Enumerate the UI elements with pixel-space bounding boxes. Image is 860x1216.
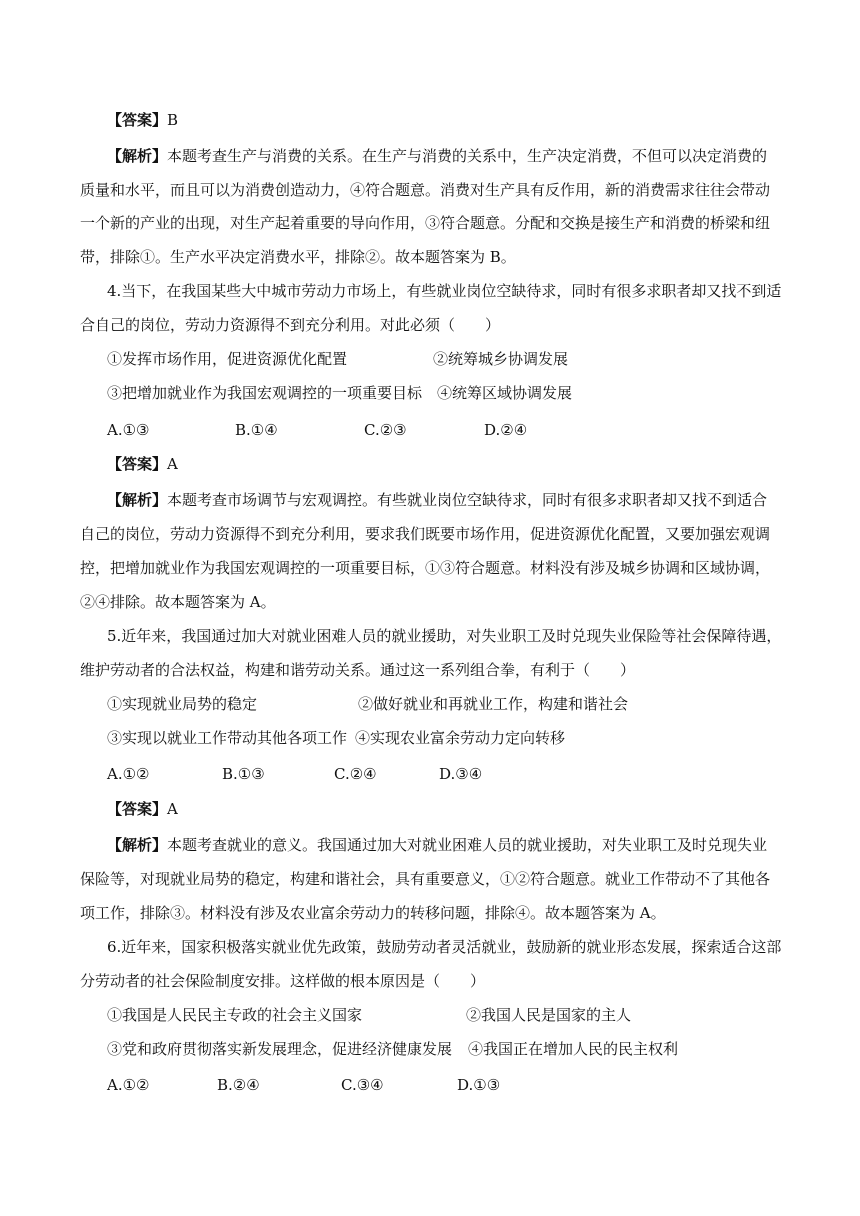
q4-stem-line-2 <box>0 308 860 342</box>
option-2: ②统筹城乡协调发展 <box>433 350 569 368</box>
analysis-tag: 【解析】 <box>107 491 168 509</box>
choice-a: A.①② <box>107 765 150 783</box>
option-4: ④实现农业富余劳动力定向转移 <box>355 729 566 747</box>
analysis-text: 本题考查生产与消费的关系。在生产与消费的关系中，生产决定消费，不但可以决定消费的 <box>167 147 768 165</box>
question-stem: 4.当下，在我国某些大中城市劳动力市场上，有些就业岗位空缺待求，同时有很多求职者却又找不到适 <box>107 282 782 300</box>
analysis-tag: 【解析】 <box>107 147 168 165</box>
analysis-text: 项工作，排除③。材料没有涉及农业富余劳动力的转移问题，排除④。故本题答案为 A。 <box>80 904 666 922</box>
answer-tag: 【答案】 <box>107 111 168 129</box>
analysis-text: ②④排除。故本题答案为 A。 <box>80 593 276 611</box>
q5-analysis-line-1 <box>0 828 860 862</box>
choice-d: D.②④ <box>484 421 528 439</box>
q4-options-row-2 <box>0 376 860 410</box>
q3-analysis-line-3 <box>0 206 860 240</box>
option-2: ②我国人民是国家的主人 <box>466 1006 632 1024</box>
q5-stem-line-1 <box>0 619 860 653</box>
analysis-text: 保险等，对现就业局势的稳定，构建和谐社会，具有重要意义，①②符合题意。就业工作带动不了其他各 <box>80 870 771 888</box>
q6-options-row-2 <box>0 1032 860 1066</box>
q6-options-row-1 <box>0 998 860 1032</box>
q4-answer-line <box>0 447 860 481</box>
answer-value: B <box>167 111 179 129</box>
analysis-text: 自己的岗位，劳动力资源得不到充分利用，要求我们既要市场作用，促进资源优化配置，又要加强宏观调 <box>80 525 771 543</box>
option-3: ③党和政府贯彻落实新发展理念，促进经济健康发展 <box>107 1040 453 1058</box>
option-1: ①我国是人民民主专政的社会主义国家 <box>107 1006 363 1024</box>
choice-a: A.①② <box>107 1076 150 1094</box>
question-stem: 6.近年来，国家积极落实就业优先政策，鼓励劳动者灵活就业，鼓励新的就业形态发展，探索适合这部 <box>107 938 782 956</box>
q5-analysis-line-2 <box>0 862 860 896</box>
option-4: ④我国正在增加人民的民主权利 <box>468 1040 679 1058</box>
q3-answer-line <box>0 103 860 137</box>
analysis-text: 本题考查市场调节与宏观调控。有些就业岗位空缺待求，同时有很多求职者却又找不到适合 <box>167 491 768 509</box>
choice-d: D.①③ <box>457 1076 501 1094</box>
option-1: ①实现就业局势的稳定 <box>107 695 258 713</box>
choice-b: B.①③ <box>222 765 265 783</box>
q5-choices <box>0 757 860 791</box>
q4-analysis-line-1 <box>0 483 860 517</box>
q3-analysis-line-2 <box>0 173 860 207</box>
option-3: ③实现以就业工作带动其他各项工作 <box>107 729 348 747</box>
option-4: ④统筹区域协调发展 <box>437 384 573 402</box>
q4-choices <box>0 413 860 447</box>
q5-options-row-2 <box>0 721 860 755</box>
analysis-text: 控，把增加就业作为我国宏观调控的一项重要目标，①③符合题意。材料没有涉及城乡协调和区域协调， <box>80 559 771 577</box>
q5-analysis-line-3 <box>0 896 860 930</box>
q3-analysis-line-4 <box>0 240 860 274</box>
q5-answer-line <box>0 792 860 826</box>
q6-stem-line-2 <box>0 964 860 998</box>
option-1: ①发挥市场作用，促进资源优化配置 <box>107 350 348 368</box>
option-2: ②做好就业和再就业工作，构建和谐社会 <box>358 695 629 713</box>
q6-stem-line-1 <box>0 930 860 964</box>
question-stem: 维护劳动者的合法权益，构建和谐劳动关系。通过这一系列组合拳，有利于（ ） <box>80 661 636 679</box>
q4-analysis-line-3 <box>0 551 860 585</box>
answer-tag: 【答案】 <box>107 455 168 473</box>
question-stem: 合自己的岗位，劳动力资源得不到充分利用。对此必须（ ） <box>80 316 501 334</box>
question-stem: 5.近年来，我国通过加大对就业困难人员的就业援助，对失业职工及时兑现失业保险等社会保障待遇， <box>107 627 782 645</box>
q3-analysis-line-1 <box>0 139 860 173</box>
q6-choices <box>0 1068 860 1102</box>
answer-value: A <box>167 800 178 818</box>
choice-b: B.②④ <box>217 1076 260 1094</box>
q4-options-row-1 <box>0 342 860 376</box>
analysis-text: 一个新的产业的出现，对生产起着重要的导向作用，③符合题意。分配和交换是接生产和消费的桥梁和纽 <box>80 214 771 232</box>
q5-options-row-1 <box>0 687 860 721</box>
analysis-text: 本题考查就业的意义。我国通过加大对就业困难人员的就业援助，对失业职工及时兑现失业 <box>167 836 768 854</box>
choice-c: C.②④ <box>334 765 377 783</box>
q4-stem-line-1 <box>0 274 860 308</box>
option-3: ③把增加就业作为我国宏观调控的一项重要目标 <box>107 384 423 402</box>
q5-stem-line-2 <box>0 653 860 687</box>
answer-tag: 【答案】 <box>107 800 168 818</box>
analysis-text: 带，排除①。生产水平决定消费水平，排除②。故本题答案为 B。 <box>80 248 516 266</box>
question-stem: 分劳动者的社会保险制度安排。这样做的根本原因是（ ） <box>80 972 486 990</box>
answer-value: A <box>167 455 178 473</box>
choice-c: C.③④ <box>341 1076 384 1094</box>
choice-a: A.①③ <box>107 421 150 439</box>
choice-d: D.③④ <box>439 765 483 783</box>
q4-analysis-line-2 <box>0 517 860 551</box>
choice-b: B.①④ <box>235 421 278 439</box>
q4-analysis-line-4 <box>0 585 860 619</box>
analysis-text: 质量和水平，而且可以为消费创造动力，④符合题意。消费对生产具有反作用，新的消费需求往往会带动 <box>80 181 771 199</box>
choice-c: C.②③ <box>364 421 407 439</box>
analysis-tag: 【解析】 <box>107 836 168 854</box>
